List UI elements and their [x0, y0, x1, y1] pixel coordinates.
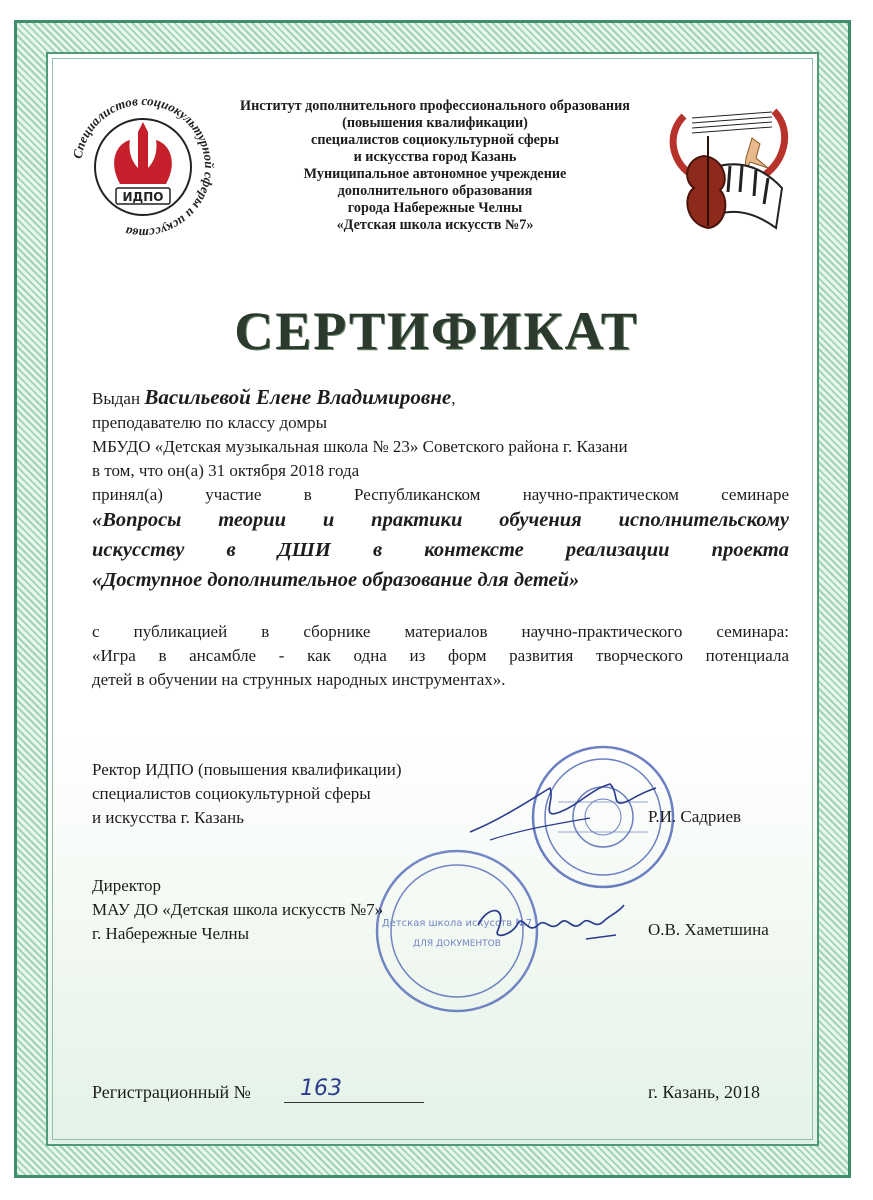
- director-signature-block: [92, 874, 383, 946]
- piano-keys-icon: [719, 164, 782, 228]
- header-line: и искусства город Казань: [353, 149, 517, 165]
- idpo-logo-ring-text: Специалистов социокультурной сферы и искусства: [69, 92, 218, 242]
- seminar-topic: [92, 505, 789, 595]
- lyre-right-horn-icon: [759, 111, 785, 178]
- issued-prefix: Выдан: [92, 389, 141, 408]
- header-institution-block: [190, 98, 680, 234]
- registration-label: Регистрационный №: [92, 1082, 251, 1102]
- director-title-line: Директор: [92, 876, 161, 895]
- certificate-body: [92, 385, 789, 507]
- publication-line: «Игра в ансамбле - как одна из форм развития творческого потенциала: [92, 646, 789, 665]
- header-line: (повышения квалификации): [342, 115, 528, 131]
- music-school-logo: [664, 96, 794, 236]
- publication-line: с публикацией в сборнике материалов научно-практического семинара:: [92, 622, 789, 641]
- director-name: О.В. Хаметшина: [648, 920, 769, 939]
- date-line: в том, что он(а) 31 октября 2018 года: [92, 461, 360, 480]
- position-line: преподавателю по классу домры: [92, 413, 328, 432]
- registration-underline: [284, 1102, 424, 1103]
- recipient-line: [92, 385, 789, 411]
- header-line: Институт дополнительного профессионального образования: [240, 98, 630, 114]
- header-line: дополнительного образования: [337, 183, 533, 199]
- rector-name: Р.И. Садриев: [648, 807, 742, 826]
- stamp-school-name: Детская школа искусств №7: [381, 918, 533, 929]
- rector-title-line: Ректор ИДПО (повышения квалификации): [92, 760, 402, 779]
- registration-number: 163: [300, 1076, 342, 1101]
- stamp-sub-text: ДЛЯ ДОКУМЕНТОВ: [413, 939, 501, 949]
- topic-line: искусству в ДШИ в контексте реализации проекта: [92, 539, 789, 561]
- header-line: города Набережные Челны: [347, 200, 523, 216]
- violin-icon: [687, 156, 725, 228]
- idpo-logo-abbrev: ИДПО: [122, 190, 164, 204]
- publication-line: детей в обучении на струнных народных инструментах».: [92, 670, 506, 689]
- topic-line: «Доступное дополнительное образование для детей»: [92, 569, 580, 591]
- publication-block: [92, 620, 789, 692]
- school-line: МБУДО «Детская музыкальная школа № 23» Советского района г. Казани: [92, 437, 628, 456]
- rector-title-line: специалистов социокультурной сферы: [92, 784, 371, 803]
- rector-signature-block: [92, 758, 402, 830]
- director-title-line: г. Набережные Челны: [92, 924, 250, 943]
- certificate-title: СЕРТИФИКАТ: [234, 301, 639, 361]
- participation-line: принял(а) участие в Республиканском научно-практическом семинаре: [92, 485, 789, 504]
- header-line: Муниципальное автономное учреждение: [303, 166, 567, 182]
- director-title-line: МАУ ДО «Детская школа искусств №7»: [92, 900, 384, 919]
- recipient-suffix: ,: [451, 389, 456, 408]
- city-year: г. Казань, 2018: [648, 1082, 761, 1102]
- director-handwritten-signature: [468, 895, 628, 955]
- header-line: «Детская школа искусств №7»: [336, 217, 534, 233]
- header-line: специалистов социокультурной сферы: [311, 132, 559, 148]
- rector-title-line: и искусства г. Казань: [92, 808, 244, 827]
- rector-handwritten-signature: [460, 770, 660, 850]
- topic-line: «Вопросы теории и практики обучения исполнительскому: [92, 509, 789, 531]
- staff-lines-icon: [692, 112, 772, 133]
- recipient-name: Васильевой Елене Владимировне: [144, 385, 452, 409]
